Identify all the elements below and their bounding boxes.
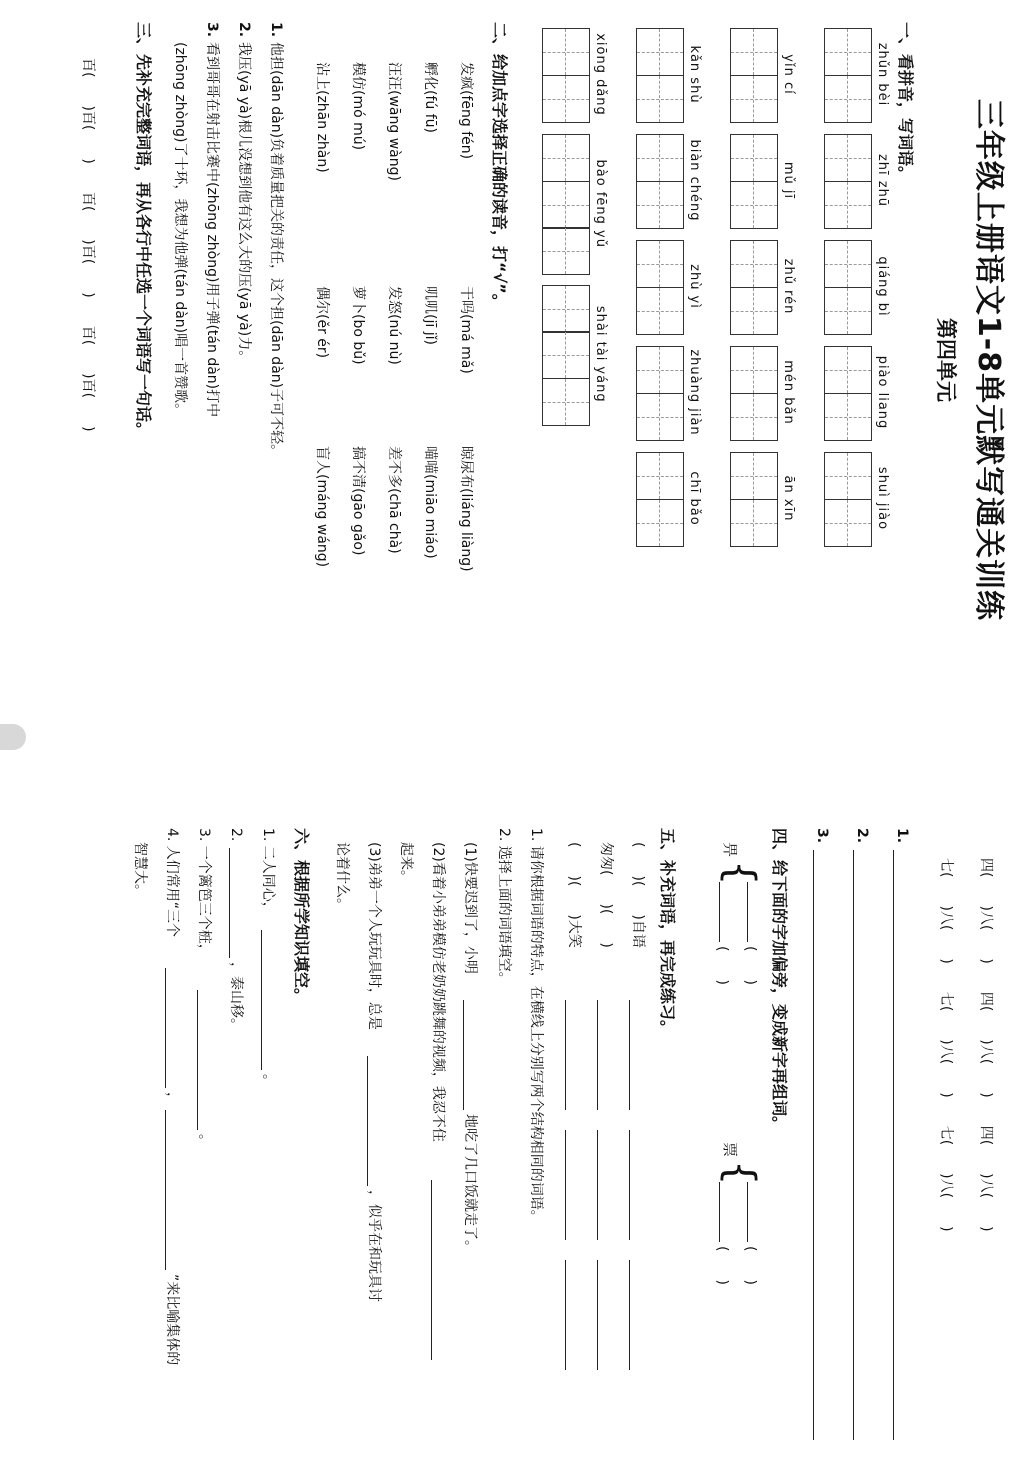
pronunciation-choice[interactable]: 沾上(zhān zhàn) [314,62,330,173]
char-boxes [542,28,590,121]
s5-fill-3b: ，似乎在和玩具讨 [366,1190,382,1302]
pinyin-label: bào fēng yǔ [593,159,608,248]
char-boxes [542,134,590,274]
radical-char-1: 畀 [721,842,739,858]
word-group [636,452,704,545]
s6-line-4a: 4. 人们常用“三个 [164,828,180,938]
s3-line-qi-ba[interactable]: 七( )八( ) 七( )八( ) 七( )八( ) [938,858,954,1232]
pronunciation-choice[interactable]: 干吗(má mǎ) [458,286,474,374]
char-box[interactable] [824,181,872,229]
word-group [730,452,798,545]
pinyin-label: mǔ jī [781,161,796,200]
s5-question-2: 2. 选择上面的词语填空。 [496,828,512,986]
char-box[interactable] [636,134,684,182]
word-group [636,346,704,439]
s5-fill-2a: (2)看着小弟弟模仿老奶奶跳舞的视频，我忍不住 [430,842,446,1142]
char-boxes [636,28,684,121]
pinyin-label: qiáng bì [875,256,890,317]
char-box[interactable] [730,28,778,76]
char-box[interactable] [824,75,872,123]
char-box[interactable] [636,452,684,500]
char-box[interactable] [824,134,872,182]
word-group [636,134,704,227]
pinyin-label: biàn chéng [687,139,702,222]
radical-paren-2a[interactable]: ( ) [742,1246,758,1285]
idiom-2[interactable]: 匆匆( )( ) [598,842,614,948]
s5-fill-1b: 地吃了几口饭就走了。 [462,1114,478,1254]
pinyin-label: yǐn cí [781,54,796,95]
idiom-1[interactable]: ( )( )自语 [630,842,646,948]
word-group [730,346,798,439]
s5-line-2a[interactable] [597,1000,598,1110]
word-group [824,28,892,121]
s5-fill-1a: (1)快要迟到了，小明 [462,842,478,974]
pinyin-label: mén bǎn [781,360,796,425]
pronunciation-choice[interactable]: 喵喵(miāo miáo) [422,446,438,559]
radical-paren-2b[interactable]: ( ) [714,1246,730,1285]
s5-fill-3-blank[interactable] [367,1056,368,1186]
pronunciation-choice[interactable]: 孵化(fú fū) [422,62,438,133]
char-boxes [636,134,684,227]
radical-paren-1a[interactable]: ( ) [742,946,758,985]
s2-num2: 2. [236,22,252,38]
s6-line-1a: 1. 二人同心， [260,828,276,916]
s3-answer-line-2[interactable] [853,850,854,1440]
pronunciation-choice[interactable]: 叽叽(jī jǐ) [422,286,438,345]
char-box[interactable] [542,378,590,426]
pronunciation-choice[interactable]: 盲人(máng wáng) [314,446,330,568]
radical-blank-2b[interactable] [719,1182,720,1242]
pinyin-label: shuì jiào [875,466,890,531]
word-group [730,28,798,121]
pronunciation-choice[interactable]: 发怒(nú nù) [386,286,402,365]
pinyin-label: chī bǎo [687,471,702,526]
word-group [730,134,798,227]
char-boxes [824,346,872,439]
s3-num2: 2. [854,828,870,844]
unit-subtitle: 第四单元 [934,318,958,402]
word-group [824,346,892,439]
char-box[interactable] [542,181,590,229]
s6-line-1b: 。 [260,1074,276,1088]
char-boxes [636,240,684,333]
s5-line-2b[interactable] [597,1130,598,1240]
s2-sentence3b[interactable]: (zhōng zhòng)了十环，我想为他弹(tán dàn)唱一首赞歌。 [172,42,188,418]
char-box[interactable] [542,75,590,123]
page-fold-shadow [0,724,26,750]
char-box[interactable] [636,287,684,335]
char-boxes [730,346,778,439]
char-box[interactable] [730,393,778,441]
s5-line-3c[interactable] [565,1260,566,1370]
char-box[interactable] [636,499,684,547]
pinyin-label: zhǔn bèi [875,42,890,107]
idiom-3[interactable]: ( )( )大笑 [566,842,582,948]
radical-blank-1a[interactable] [747,882,748,942]
char-boxes [730,240,778,333]
s3-line-si-ba[interactable]: 四( )八( ) 四( )八( ) 四( )八( ) [978,858,994,1232]
s5-line-1c[interactable] [629,1260,630,1370]
pinyin-label: zhǔ rén [781,258,796,315]
char-box[interactable] [730,346,778,394]
s6-line-3b: 。 [196,1134,212,1148]
char-box[interactable] [542,227,590,275]
char-boxes [824,452,872,545]
s6-line-4b: ， [164,1092,180,1106]
pinyin-label: ān xīn [781,475,796,522]
char-box[interactable] [730,240,778,288]
char-box[interactable] [730,181,778,229]
char-boxes [730,28,778,121]
char-box[interactable] [824,452,872,500]
s2-sentence3a[interactable]: 看到哥哥在射击比赛中(zhōng zhòng)用子弹(tán dàn)打中 [204,42,220,418]
brace-2: { [717,1160,763,1186]
s5-fill-3a: (3)弟弟一个人玩玩具时，总是 [366,842,382,1030]
radical-blank-2a[interactable] [747,1182,748,1242]
pronunciation-choice[interactable]: 搞不清(gāo gǎo) [350,446,366,556]
char-boxes [636,452,684,545]
pinyin-label: xiōng dǎng [593,33,608,116]
s5-line-1b[interactable] [629,1130,630,1240]
s2-sentence2[interactable]: 我压(yā yà)根儿没想到他有这么大的压(yā yà)力。 [236,42,252,365]
word-group [824,240,892,333]
char-box[interactable] [824,393,872,441]
s5-fill-2-blank[interactable] [431,1180,432,1360]
char-box[interactable] [636,75,684,123]
char-box[interactable] [542,134,590,182]
word-group [824,134,892,227]
word-group [824,452,892,545]
pinyin-label: kǎn shù [687,45,702,104]
char-boxes [730,134,778,227]
pronunciation-choice[interactable]: 差不多(chā chà) [386,446,402,554]
radical-char-2: 票 [721,1142,739,1158]
s6-blank-1[interactable] [261,930,262,1070]
char-box[interactable] [542,28,590,76]
pronunciation-choice[interactable]: 发疯(fēng fén) [458,62,474,160]
char-box[interactable] [542,331,590,379]
char-box[interactable] [824,346,872,394]
s6-line-3a: 3. 一个篱笆三个桩， [196,828,212,958]
s6-line-4c: ”来比喻集体的 [164,1274,180,1366]
s5-fill-3c: 论着什么。 [334,842,350,912]
section4-heading: 四、给下面的字加偏旁，变成新字再组词。 [770,828,789,1133]
char-boxes [730,452,778,545]
char-box[interactable] [824,28,872,76]
section5-heading: 五、补充词语，再完成练习。 [658,828,677,1037]
s3-num3: 3. [814,828,830,844]
pronunciation-choice[interactable]: 偶尔(ěr ér) [314,286,330,359]
char-boxes [824,240,872,333]
section2-heading: 二、给加点字选择正确的读音，打“√”。 [490,22,509,310]
s5-fill-1-blank[interactable] [463,1000,464,1110]
s6-blank-3[interactable] [197,990,198,1130]
s6-blank-2[interactable] [229,848,230,958]
brace-1: { [717,860,763,886]
word-group [542,28,610,121]
s2-num3: 3. [204,22,220,38]
pinyin-label: shài tài yáng [593,305,608,403]
page-title: 三年级上册语文1-8单元默写通关训练 [971,98,1006,622]
char-boxes [824,28,872,121]
s6-line-2a: 2. [228,828,244,842]
char-box[interactable] [730,134,778,182]
char-box[interactable] [730,287,778,335]
char-box[interactable] [730,499,778,547]
pronunciation-choice[interactable]: 模仿(mó mú) [350,62,366,151]
s5-question-1: 1. 请你根据词语的特点，在横线上分别写两个结构相同的词语。 [528,828,544,1224]
pronunciation-choice[interactable]: 汪汪(wāng wàng) [386,62,402,181]
pinyin-label: zhuàng jiàn [687,349,702,436]
s5-fill-2b: 起来。 [398,842,414,884]
pinyin-label: zhī zhū [875,153,890,208]
char-box[interactable] [636,240,684,288]
char-box[interactable] [730,452,778,500]
s3-line-bai[interactable]: 百( )百( ) 百( )百( ) 百( )百( ) [80,58,96,432]
char-box[interactable] [636,393,684,441]
char-boxes [636,346,684,439]
char-box[interactable] [636,181,684,229]
section3-heading: 三、先补充完整词语，再从各行中任选一个词语写一句话。 [134,22,153,439]
word-group [730,240,798,333]
s3-answer-line-3[interactable] [813,850,814,1440]
section6-heading: 六、根据所学知识填空。 [292,828,311,1005]
s6-blank-4a[interactable] [165,968,166,1088]
pinyin-label: piào liang [875,355,890,430]
char-box[interactable] [542,285,590,333]
s5-line-1a[interactable] [629,1000,630,1110]
s6-line-4d: 智慧大。 [132,842,148,898]
word-group [636,28,704,121]
s3-num1: 1. [894,828,910,844]
word-group [636,240,704,333]
s2-sentence1[interactable]: 他担(dān dàn)负着质量把关的责任，这个担(dān dàn)子可不轻。 [268,42,284,459]
s6-line-2b: ，泰山移。 [228,962,244,1032]
char-boxes [824,134,872,227]
s5-line-3b[interactable] [565,1130,566,1240]
s3-answer-line-1[interactable] [893,850,894,1440]
char-box[interactable] [636,346,684,394]
pinyin-label: zhù yì [687,264,702,309]
pronunciation-choice[interactable]: 晾尿布(liáng liàng) [458,446,474,572]
char-box[interactable] [824,240,872,288]
char-box[interactable] [730,75,778,123]
section1-heading: 一、看拼音，写词语。 [896,22,915,183]
char-box[interactable] [824,499,872,547]
radical-blank-1b[interactable] [719,882,720,942]
radical-paren-1b[interactable]: ( ) [714,946,730,985]
s5-line-3a[interactable] [565,1000,566,1110]
char-boxes [542,285,590,425]
word-group [542,134,610,274]
char-box[interactable] [824,287,872,335]
s5-line-2c[interactable] [597,1260,598,1370]
word-group [542,285,610,425]
s2-num1: 1. [268,22,284,38]
pronunciation-choice[interactable]: 萝卜(bo bǔ) [350,286,366,365]
char-box[interactable] [636,28,684,76]
s6-blank-4b[interactable] [165,1110,166,1270]
